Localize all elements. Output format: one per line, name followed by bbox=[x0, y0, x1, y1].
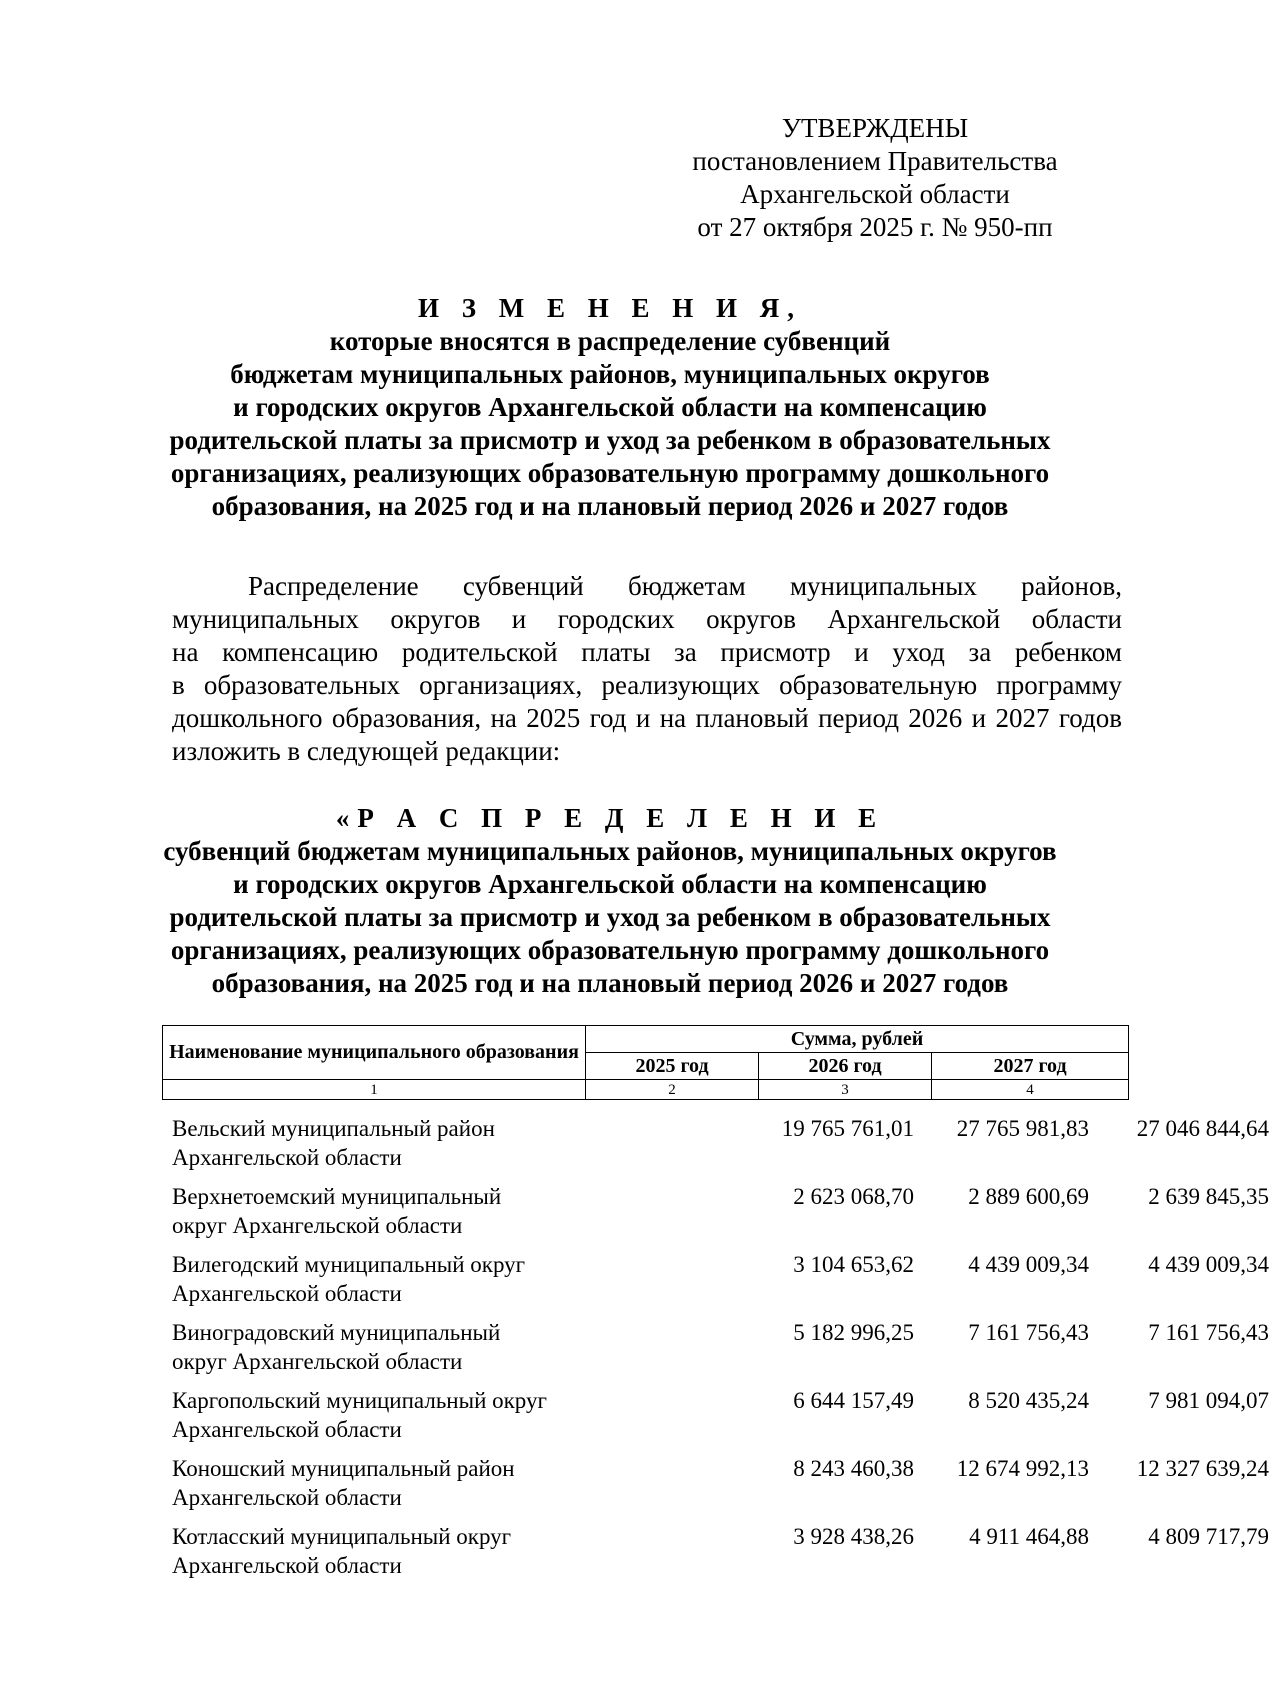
paragraph-line: в образовательных организациях, реализующих образовательную программу bbox=[172, 670, 1122, 700]
approval-issuer: постановлением Правительства bbox=[692, 146, 1058, 176]
amount-2027: 4 809 717,79 bbox=[1148, 1524, 1269, 1549]
municipality-name-line: Виноградовский муниципальный bbox=[172, 1320, 501, 1345]
municipality-name bbox=[172, 1522, 582, 1580]
amount-2026: 4 911 464,88 bbox=[969, 1524, 1089, 1549]
municipality-name-line: Каргопольский муниципальный округ bbox=[172, 1388, 547, 1413]
changes-subtitle-line: бюджетам муниципальных районов, муниципальных округов bbox=[230, 359, 990, 389]
amount-2026: 27 765 981,83 bbox=[956, 1116, 1089, 1141]
amount-2025: 3 928 438,26 bbox=[793, 1524, 914, 1549]
approval-title: УТВЕРЖДЕНЫ bbox=[781, 113, 969, 143]
municipality-name-line: Коношский муниципальный район bbox=[172, 1456, 515, 1481]
municipality-name-line: Верхнетоемский муниципальный bbox=[172, 1184, 502, 1209]
municipality-name bbox=[172, 1386, 582, 1444]
amount-2025: 5 182 996,25 bbox=[793, 1320, 914, 1345]
column-number: 4 bbox=[932, 1080, 1129, 1100]
distribution-title-text: «Р А С П Р Е Д Е Л Е Н И Е bbox=[335, 803, 885, 833]
amount-2026: 7 161 756,43 bbox=[968, 1320, 1089, 1345]
municipality-name-line: Котласский муниципальный округ bbox=[172, 1524, 512, 1549]
changes-title: И З М Е Н Е Н И Я, bbox=[417, 293, 802, 323]
amount-2027: 4 439 009,34 bbox=[1148, 1252, 1269, 1277]
amount-2026: 4 439 009,34 bbox=[968, 1252, 1089, 1277]
amount-2027: 7 981 094,07 bbox=[1148, 1388, 1269, 1413]
changes-subtitle-line: организациях, реализующих образовательную программу дошкольного bbox=[170, 458, 1050, 488]
year-header-2026: 2026 год bbox=[759, 1053, 932, 1080]
table-row bbox=[172, 1522, 1269, 1590]
table-row bbox=[172, 1386, 1269, 1454]
municipality-name-line: Архангельской области bbox=[172, 1281, 402, 1306]
table-row bbox=[172, 1182, 1269, 1250]
municipality-name bbox=[172, 1318, 582, 1376]
changes-subtitle-line: и городских округов Архангельской области на компенсацию bbox=[233, 392, 987, 422]
amount-2027: 27 046 844,64 bbox=[1136, 1116, 1269, 1141]
changes-subtitle-line: образования, на 2025 год и на плановый период 2026 и 2027 годов bbox=[211, 491, 1009, 521]
table-row bbox=[172, 1114, 1269, 1182]
paragraph-line: на компенсацию родительской платы за присмотр и уход за ребенком bbox=[172, 637, 1122, 667]
sum-column-header: Сумма, рублей bbox=[586, 1026, 1129, 1053]
column-number: 1 bbox=[163, 1080, 586, 1100]
paragraph-line: Распределение субвенций бюджетам муниципальных районов, bbox=[248, 571, 1122, 601]
paragraph-line: изложить в следующей редакции: bbox=[172, 736, 561, 766]
municipality-name-line: Вельский муниципальный район bbox=[172, 1116, 495, 1141]
table-row bbox=[172, 1454, 1269, 1522]
municipality-name-line: округ Архангельской области bbox=[172, 1349, 463, 1374]
municipality-name-line: Архангельской области bbox=[172, 1145, 402, 1170]
name-column-header: Наименование муниципального образования bbox=[163, 1026, 586, 1080]
table-header bbox=[162, 1025, 1129, 1100]
amount-2025: 6 644 157,49 bbox=[793, 1388, 914, 1413]
amount-2026: 12 674 992,13 bbox=[956, 1456, 1089, 1481]
paragraph-line: муниципальных округов и городских округов Архангельской области bbox=[172, 604, 1122, 634]
amount-2026: 8 520 435,24 bbox=[968, 1388, 1089, 1413]
amount-2025: 19 765 761,01 bbox=[781, 1116, 914, 1141]
municipality-name bbox=[172, 1182, 582, 1240]
amount-2025: 2 623 068,70 bbox=[793, 1184, 914, 1209]
municipality-name-line: Архангельской области bbox=[172, 1485, 402, 1510]
municipality-name bbox=[172, 1454, 582, 1512]
municipality-name bbox=[172, 1114, 582, 1172]
approval-stamp bbox=[660, 112, 1090, 244]
paragraph-line: дошкольного образования, на 2025 год и на плановый период 2026 и 2027 годов bbox=[172, 703, 1122, 733]
year-header-2027: 2027 год bbox=[932, 1053, 1129, 1080]
column-number: 2 bbox=[586, 1080, 759, 1100]
distribution-subtitle-line: субвенций бюджетам муниципальных районов, муниципальных округов bbox=[163, 836, 1057, 866]
table-row bbox=[172, 1250, 1269, 1318]
amount-2027: 12 327 639,24 bbox=[1136, 1456, 1269, 1481]
changes-heading bbox=[110, 292, 1110, 523]
distribution-heading bbox=[110, 802, 1110, 1000]
amount-2026: 2 889 600,69 bbox=[968, 1184, 1089, 1209]
distribution-title bbox=[110, 802, 1110, 835]
year-header-2025: 2025 год bbox=[586, 1053, 759, 1080]
municipality-name-line: Архангельской области bbox=[172, 1553, 402, 1578]
column-number: 3 bbox=[759, 1080, 932, 1100]
table-row bbox=[172, 1318, 1269, 1386]
approval-region: Архангельской области bbox=[740, 179, 1010, 209]
amount-2027: 2 639 845,35 bbox=[1148, 1184, 1269, 1209]
approval-date: от 27 октября 2025 г. № 950-пп bbox=[697, 212, 1053, 242]
distribution-subtitle-line: образования, на 2025 год и на плановый период 2026 и 2027 годов bbox=[211, 968, 1009, 998]
changes-subtitle-line: которые вносятся в распределение субвенций bbox=[329, 326, 891, 356]
municipality-name-line: Вилегодский муниципальный округ bbox=[172, 1252, 526, 1277]
distribution-subtitle-line: и городских округов Архангельской области на компенсацию bbox=[233, 869, 987, 899]
changes-subtitle-line: родительской платы за присмотр и уход за ребенком в образовательных bbox=[169, 425, 1051, 455]
amount-2025: 3 104 653,62 bbox=[793, 1252, 914, 1277]
amount-2025: 8 243 460,38 bbox=[793, 1456, 914, 1481]
municipality-name-line: Архангельской области bbox=[172, 1417, 402, 1442]
distribution-subtitle-line: родительской платы за присмотр и уход за ребенком в образовательных bbox=[169, 902, 1051, 932]
amount-2027: 7 161 756,43 bbox=[1148, 1320, 1269, 1345]
municipality-name-line: округ Архангельской области bbox=[172, 1213, 463, 1238]
table-body bbox=[172, 1114, 1269, 1590]
distribution-subtitle-line: организациях, реализующих образовательную программу дошкольного bbox=[170, 935, 1050, 965]
municipality-name bbox=[172, 1250, 582, 1308]
body-paragraph bbox=[172, 570, 1122, 768]
